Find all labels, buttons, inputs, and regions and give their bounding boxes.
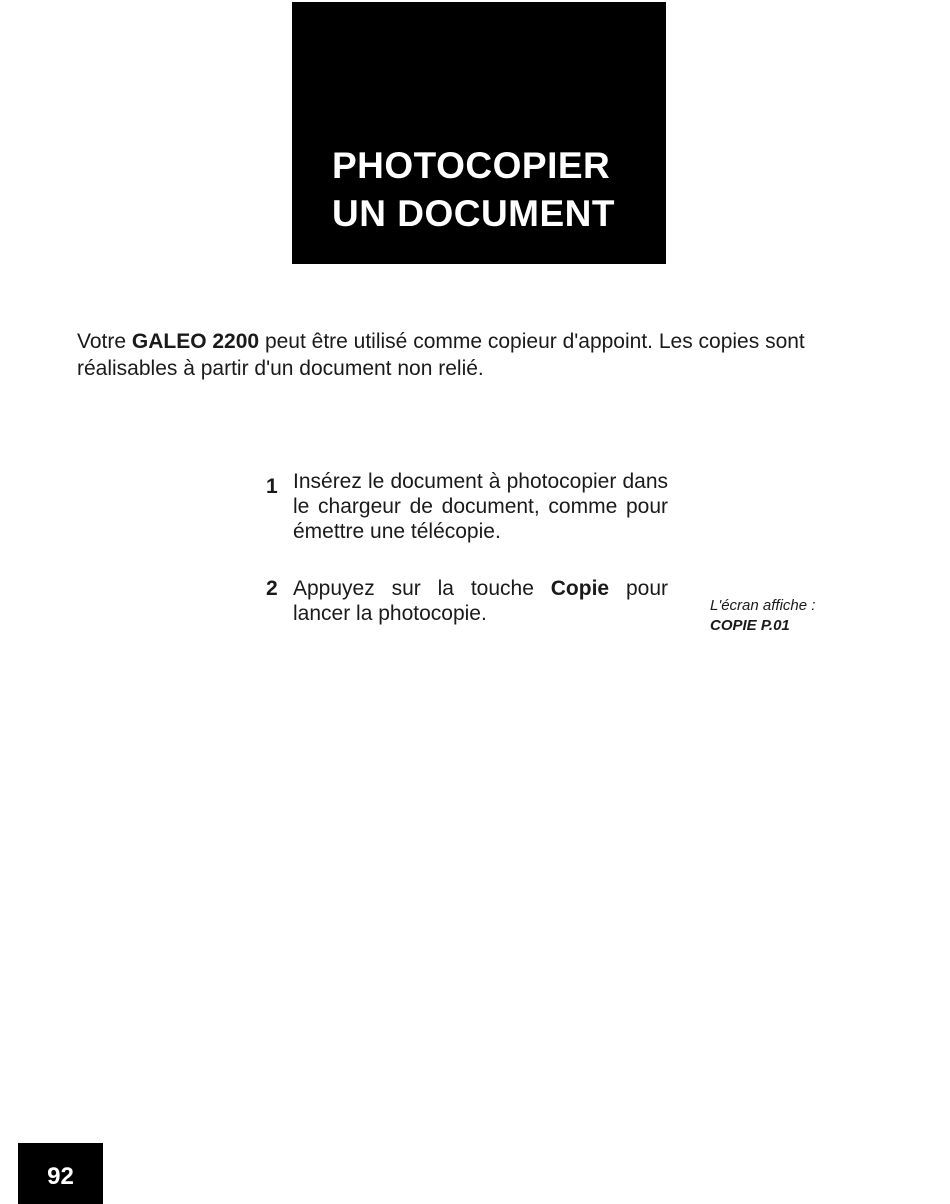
chapter-title-line-1: PHOTOCOPIER <box>332 145 611 186</box>
page-number: 92 <box>47 1163 74 1190</box>
chapter-title <box>332 142 615 238</box>
step-1-number: 1 <box>266 475 278 498</box>
copy-key-name: Copie <box>550 577 610 600</box>
screen-note-label: L'écran affiche : <box>710 597 816 614</box>
chapter-title-line-2: UN DOCUMENT <box>332 193 615 234</box>
chapter-title-block <box>292 2 666 264</box>
screen-display-value: COPIE P.01 <box>710 617 790 634</box>
intro-suffix: peut être utilisé comme copieur d'appoint. Les copies sont réalisables à partir d'un document non relié. <box>77 330 805 380</box>
step-1-text: Insérez le document à photocopier dans le chargeur de document, comme pour émettre une télécopie. <box>293 470 668 543</box>
step-2-text-after: pour lancer la photocopie. <box>293 577 668 625</box>
step-2 <box>266 576 668 626</box>
intro-paragraph <box>77 328 897 382</box>
step-2-text <box>293 576 668 626</box>
step-2-text-before: Appuyez sur la touche <box>293 577 551 600</box>
screen-display-note <box>710 596 815 636</box>
step-1 <box>266 469 668 544</box>
product-name: GALEO 2200 <box>131 330 260 353</box>
page-number-box <box>18 1143 103 1204</box>
step-2-number: 2 <box>266 577 278 600</box>
intro-prefix: Votre <box>77 330 132 353</box>
